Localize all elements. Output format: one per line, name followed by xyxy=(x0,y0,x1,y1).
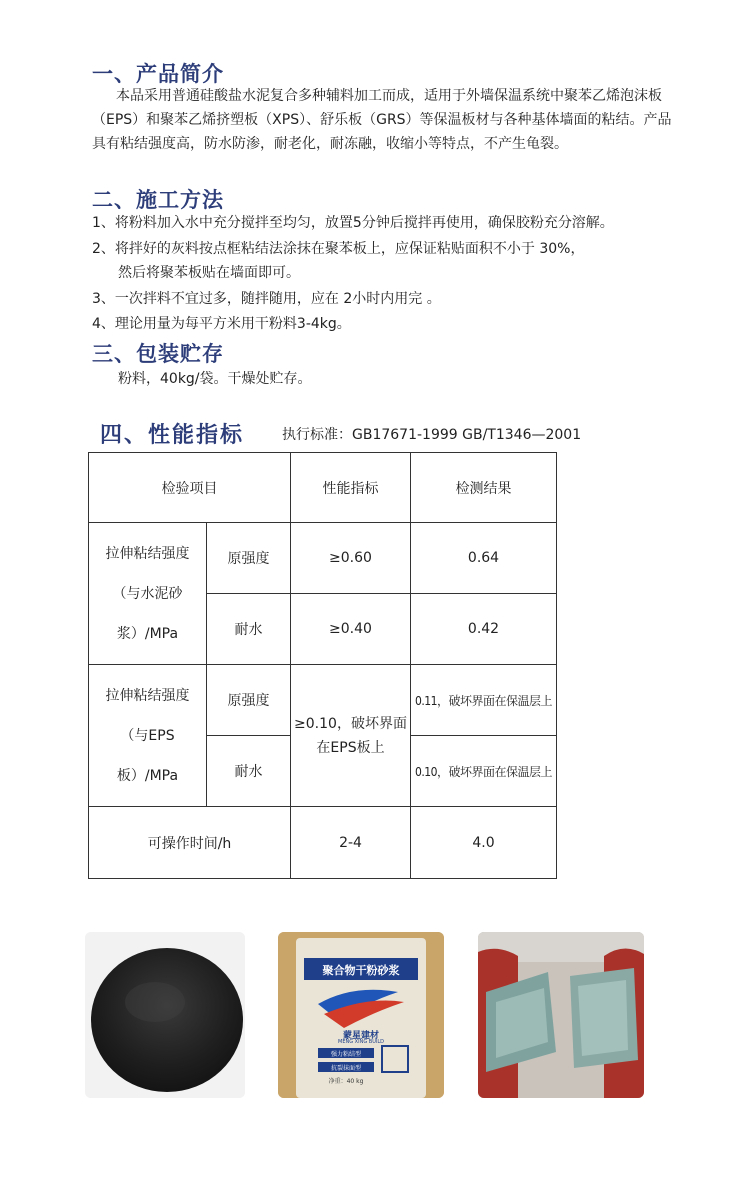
group2-spec xyxy=(291,665,411,807)
table-header-row xyxy=(89,453,557,523)
bag-tag-1: 强力粘结型 xyxy=(330,1051,361,1058)
header-result: 检测结果 xyxy=(411,453,557,523)
method-step-2-cont: 然后将聚苯板贴在墙面即可。 xyxy=(118,265,300,281)
group2-result-2: 0.10，破坏界面在保温层上 xyxy=(411,736,557,807)
group1-cond-1: 原强度 xyxy=(207,523,291,594)
photo-powder xyxy=(85,932,245,1098)
method-step-3: 3、一次拌料不宜过多，随拌随用，应在 2小时内用完 。 xyxy=(92,291,441,307)
section-title-packing: 三、包装贮存 xyxy=(92,342,224,366)
group1-result-2: 0.42 xyxy=(411,594,557,665)
group2-spec-line1: ≥0.10，破坏界面 xyxy=(294,715,407,732)
section-title-method: 二、施工方法 xyxy=(92,188,224,212)
group1-spec-1: ≥0.60 xyxy=(291,523,411,594)
section-title-intro: 一、产品简介 xyxy=(92,62,224,86)
operable-label: 可操作时间/h xyxy=(89,807,291,879)
photo-product-bag xyxy=(278,932,444,1098)
bag-image xyxy=(278,932,444,1098)
bag-brand-top: 聚合物干粉砂浆 xyxy=(322,964,400,977)
group2-cond-2: 耐水 xyxy=(207,736,291,807)
table-row xyxy=(89,523,557,594)
performance-table xyxy=(88,452,557,879)
powder-pile-image xyxy=(85,932,245,1098)
packing-text: 粉料，40kg/袋。干燥处贮存。 xyxy=(118,371,312,387)
group1-label-line2: （与水泥砂浆）/MPa xyxy=(112,585,183,642)
group2-cond-1: 原强度 xyxy=(207,665,291,736)
method-step-1: 1、将粉料加入水中充分搅拌至均匀，放置5分钟后搅拌再使用，确保胶粉充分溶解。 xyxy=(92,215,614,231)
group1-cond-2: 耐水 xyxy=(207,594,291,665)
group2-result-1: 0.11，破坏界面在保温层上 xyxy=(411,665,557,736)
bag-tag-2: 抗裂抹面型 xyxy=(330,1065,361,1072)
table-row xyxy=(89,807,557,879)
header-spec: 性能指标 xyxy=(291,453,411,523)
bond-sample-image xyxy=(478,932,644,1098)
table-row xyxy=(89,665,557,736)
group2-label-line2: （与EPS板）/MPa xyxy=(116,727,179,784)
method-step-2: 2、将拌好的灰料按点框粘结法涂抹在聚苯板上，应保证粘贴面积不小于 30%， xyxy=(92,241,585,257)
group1-label xyxy=(89,523,207,665)
operable-spec: 2-4 xyxy=(291,807,411,879)
operable-result: 4.0 xyxy=(411,807,557,879)
group1-label-line1: 拉伸粘结强度 xyxy=(105,545,190,562)
intro-paragraph: 本品采用普通硅酸盐水泥复合多种辅料加工而成，适用于外墙保温系统中聚苯乙烯泡沫板（EPS）和聚苯乙烯挤塑板（XPS）、舒乐板（GRS）等保温板材与各种基体墙面的粘结。产品具有粘结强度高，防水防渗，耐老化，耐冻融，收缩小等特点，不产生龟裂。 xyxy=(92,88,672,152)
group2-label xyxy=(89,665,207,807)
group2-label-line1: 拉伸粘结强度 xyxy=(105,687,190,704)
header-item: 检验项目 xyxy=(89,453,291,523)
performance-standard: 执行标准：GB17671-1999 GB/T1346—2001 xyxy=(282,427,582,443)
photo-bond-sample xyxy=(478,932,644,1098)
group1-result-1: 0.64 xyxy=(411,523,557,594)
bag-company: 蒙星建材 xyxy=(342,1031,379,1041)
group1-spec-2: ≥0.40 xyxy=(291,594,411,665)
bag-company-en: MENG XING BUILD xyxy=(338,1039,384,1045)
group2-spec-line2: 在EPS板上 xyxy=(316,739,385,756)
method-step-4: 4、理论用量为每平方米用干粉料3-4kg。 xyxy=(92,316,351,332)
section-title-performance: 四、性能指标 xyxy=(100,423,245,448)
bag-weight: 净重：40 kg xyxy=(328,1078,364,1085)
